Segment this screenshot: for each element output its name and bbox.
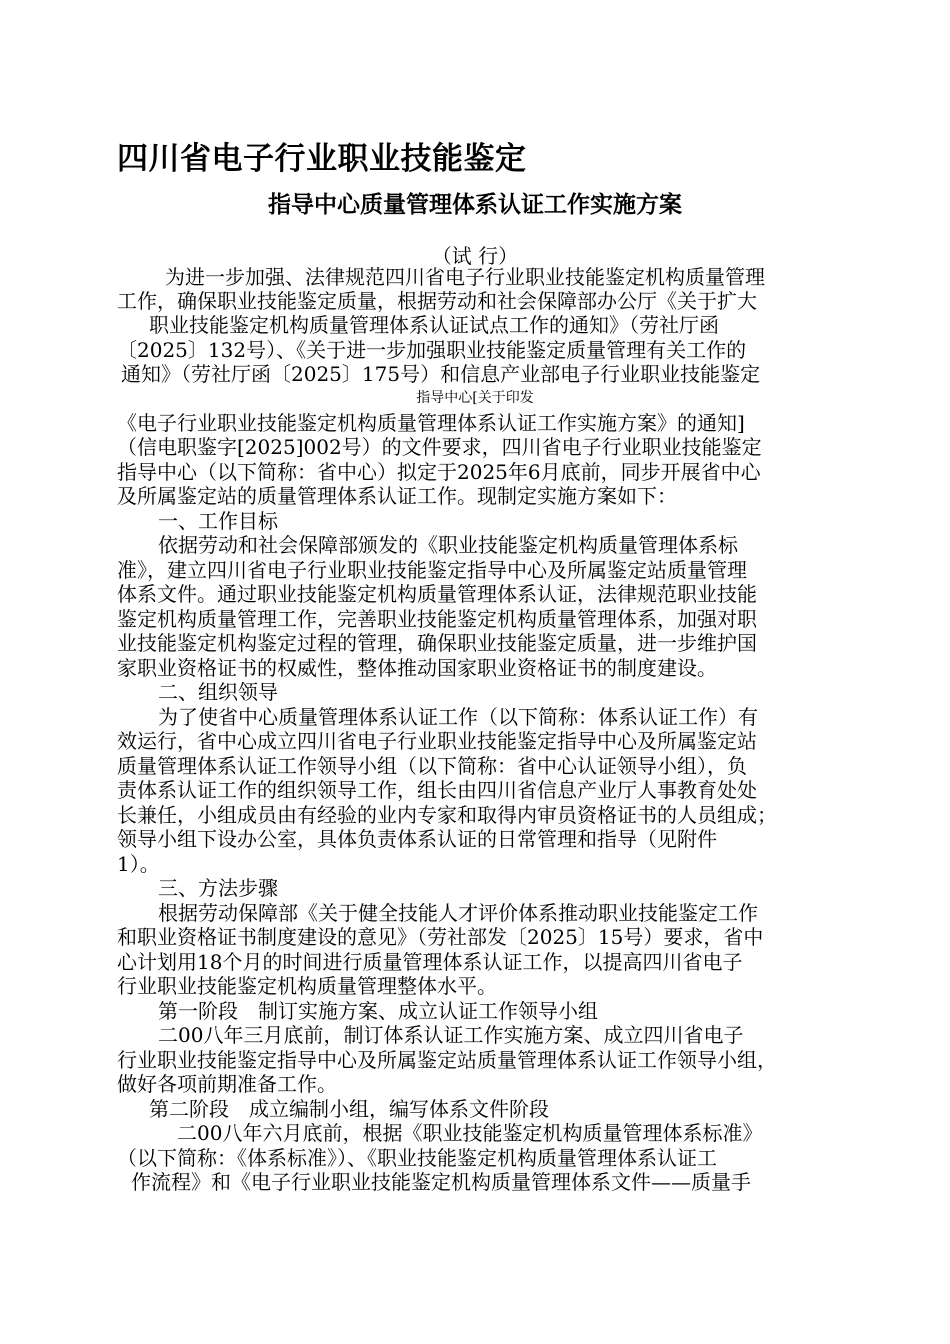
paragraph-line: （信电职鉴字[2025]002号）的文件要求，四川省电子行业职业技能鉴定 — [117, 435, 762, 459]
paragraph-line: 及所属鉴定站的质量管理体系认证工作。现制定实施方案如下： — [117, 484, 677, 508]
paragraph-line: 和职业资格证书制度建设的意见》（劳社部发〔2025〕15号）要求，省中 — [117, 925, 764, 949]
paragraph-line: 工作，确保职业技能鉴定质量，根据劳动和社会保障部办公厅《关于扩大 — [117, 289, 757, 313]
stage-heading: 第二阶段 成立编制小组，编写体系文件阶段 — [149, 1097, 549, 1121]
paragraph-line: 行业职业技能鉴定指导中心及所属鉴定站质量管理体系认证工作领导小组， — [117, 1048, 777, 1072]
paragraph-line: 根据劳动保障部《关于健全技能人才评价体系推动职业技能鉴定工作 — [158, 901, 758, 925]
paragraph-line: 长兼任，小组成员由有经验的业内专家和取得内审员资格证书的人员组成； — [117, 803, 777, 827]
paragraph-line: 家职业资格证书的权威性，整体推动国家职业资格证书的制度建设。 — [117, 656, 717, 680]
trial-label: （试 行） — [431, 244, 519, 268]
paragraph-line: 行业职业技能鉴定机构质量管理整体水平。 — [117, 974, 497, 998]
paragraph-line: 作流程》和《电子行业职业技能鉴定机构质量管理体系文件——质量手 — [131, 1170, 751, 1194]
paragraph-line: 依据劳动和社会保障部颁发的《职业技能鉴定机构质量管理体系标 — [158, 533, 738, 557]
paragraph-line: 领导小组下设办公室，具体负责体系认证的日常管理和指导（见附件 — [117, 827, 717, 851]
paragraph-line: 心计划用18个月的时间进行质量管理体系认证工作，以提高四川省电子 — [117, 950, 743, 974]
paragraph-line: 指导中心（以下简称：省中心）拟定于2025年6月底前，同步开展省中心 — [117, 460, 761, 484]
paragraph-line: 职业技能鉴定机构质量管理体系认证试点工作的通知》（劳社厅函 — [149, 313, 719, 337]
paragraph-line: 责体系认证工作的组织领导工作，组长由四川省信息产业厅人事教育处处 — [117, 778, 757, 802]
paragraph-line: 通知》（劳社厅函〔2025〕175号）和信息产业部电子行业职业技能鉴定 — [121, 362, 761, 386]
paragraph-line: 做好各项前期准备工作。 — [117, 1072, 337, 1096]
paragraph-line: 体系文件。通过职业技能鉴定机构质量管理体系认证，法律规范职业技能 — [117, 582, 757, 606]
paragraph-line: 准》，建立四川省电子行业职业技能鉴定指导中心及所属鉴定站质量管理 — [117, 558, 747, 582]
paragraph-line: 质量管理体系认证工作领导小组（以下简称：省中心认证领导小组），负 — [117, 754, 747, 778]
section-heading: 二、组织领导 — [158, 680, 278, 704]
document-subtitle: 指导中心质量管理体系认证工作实施方案 — [268, 191, 682, 218]
paragraph-line: 〔2025〕132号）、《关于进一步加强职业技能鉴定质量管理有关工作的 — [117, 338, 747, 362]
paragraph-line: 二00八年六月底前，根据《职业技能鉴定机构质量管理体系标准》 — [177, 1121, 763, 1145]
paragraph-line: 二00八年三月底前，制订体系认证工作实施方案、成立四川省电子 — [158, 1023, 744, 1047]
paragraph-line: （以下简称：《体系标准》）、《职业技能鉴定机构质量管理体系认证工 — [117, 1146, 717, 1170]
paragraph-line: 为进一步加强、法律规范四川省电子行业职业技能鉴定机构质量管理 — [165, 265, 765, 289]
paragraph-line: 《电子行业职业技能鉴定机构质量管理体系认证工作实施方案》的通知] — [117, 411, 745, 435]
paragraph-line: 1）。 — [117, 852, 160, 876]
paragraph-line: 鉴定机构质量管理工作，完善职业技能鉴定机构质量管理体系，加强对职 — [117, 607, 757, 631]
section-heading: 一、工作目标 — [158, 509, 278, 533]
document-title: 四川省电子行业职业技能鉴定 — [117, 141, 527, 177]
paragraph-line: 为了使省中心质量管理体系认证工作（以下简称：体系认证工作）有 — [158, 705, 758, 729]
paragraph-line: 效运行，省中心成立四川省电子行业职业技能鉴定指导中心及所属鉴定站 — [117, 729, 757, 753]
section-heading: 三、方法步骤 — [158, 876, 278, 900]
paragraph-line: 业技能鉴定机构鉴定过程的管理，确保职业技能鉴定质量，进一步维护国 — [117, 631, 757, 655]
paragraph-line: 指导中心[关于印发 — [416, 390, 534, 406]
stage-heading: 第一阶段 制订实施方案、成立认证工作领导小组 — [158, 999, 598, 1023]
